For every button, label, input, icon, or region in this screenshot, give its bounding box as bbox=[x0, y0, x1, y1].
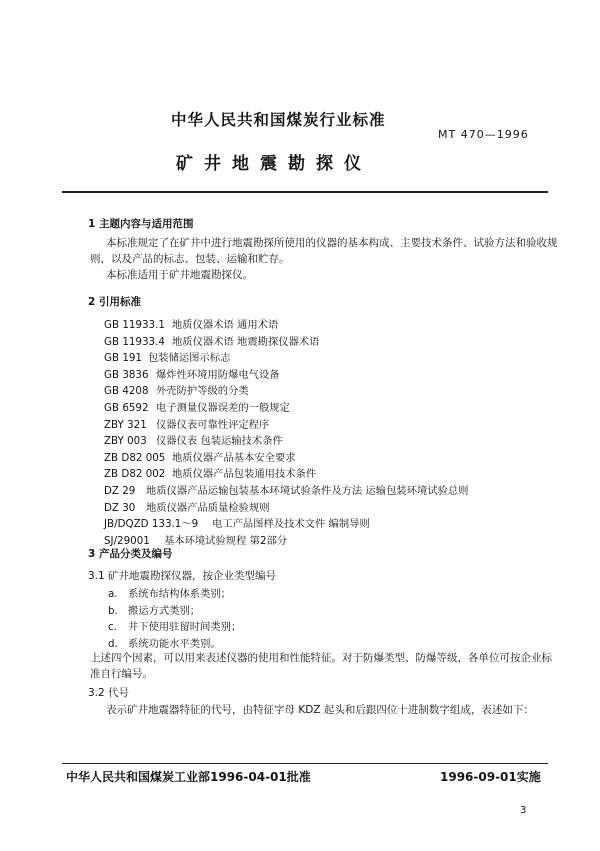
reference-item bbox=[104, 433, 468, 450]
list-item bbox=[108, 603, 241, 620]
reference-list bbox=[104, 317, 468, 549]
reference-item bbox=[104, 466, 468, 483]
list-item bbox=[108, 586, 241, 603]
list-item-key: c. bbox=[108, 621, 117, 633]
header-rule bbox=[62, 191, 548, 193]
reference-code: ZBY 321 bbox=[104, 418, 147, 431]
list-item-text: 搬运方式类别； bbox=[128, 604, 201, 617]
implementation-date: 1996-09-01实施 bbox=[440, 770, 541, 784]
reference-title: 包装储运图示标志 bbox=[148, 352, 231, 365]
section-3-para-line-2: 准自行编号。 bbox=[90, 668, 153, 680]
reference-code: GB 3836 bbox=[104, 368, 149, 381]
org-title: 中华人民共和国煤炭行业标准 bbox=[171, 111, 386, 129]
reference-title: 电子测量仪器误差的一般规定 bbox=[156, 401, 290, 414]
reference-title: 仪器仪表 包装运输技术条件 bbox=[156, 435, 283, 448]
reference-code: ZB D82 005 bbox=[104, 451, 166, 464]
reference-code: GB 191 bbox=[104, 352, 142, 365]
section-3-2-text: 表示矿井地震器特征的代号，由特征字母 KDZ 起头和后跟四位十进制数字组成，表述如下： bbox=[106, 704, 534, 716]
reference-title: 外壳防护等级的分类 bbox=[156, 385, 249, 398]
reference-code: ZBY 003 bbox=[104, 435, 147, 448]
list-item-key: b. bbox=[108, 604, 118, 617]
reference-item bbox=[104, 483, 468, 500]
footer-rule bbox=[62, 763, 548, 764]
list-item-key: d. bbox=[108, 637, 118, 650]
reference-title: 电工产品图样及技术文件 编制导则 bbox=[212, 518, 370, 531]
reference-title: 爆炸性环境用防爆电气设备 bbox=[156, 368, 280, 381]
list-item-text: 系统功能水平类别。 bbox=[128, 637, 221, 650]
section-1-heading: 1 主题内容与适用范围 bbox=[88, 218, 194, 230]
document-title: 矿井地震勘探仪 bbox=[176, 154, 372, 174]
reference-title: 地质仪器术语 地震勘探仪器术语 bbox=[172, 335, 320, 348]
list-item-text: 系统布结构体系类别； bbox=[128, 588, 231, 600]
reference-code: GB 6592 bbox=[104, 401, 149, 414]
reference-code: DZ 30 bbox=[104, 501, 136, 514]
page-number: 3 bbox=[520, 805, 527, 816]
reference-item bbox=[104, 400, 468, 417]
list-item-key: a. bbox=[108, 588, 118, 600]
reference-code: GB 11933.1 bbox=[104, 319, 165, 331]
reference-item bbox=[104, 500, 468, 517]
reference-title: 地质仪器产品质量检验规则 bbox=[146, 501, 270, 514]
list-item-text: 井下使用驻留时间类别； bbox=[128, 621, 242, 633]
reference-title: 地质仪器产品基本安全要求 bbox=[172, 451, 296, 464]
reference-code: GB 4208 bbox=[104, 385, 149, 398]
section-1-para-2: 本标准适用于矿井地震勘探仪。 bbox=[106, 269, 253, 281]
section-2-heading: 2 引用标准 bbox=[88, 296, 141, 308]
reference-title: 地质仪器产品运输包装基本环境试验条件及方法 运输包装环境试验总则 bbox=[146, 484, 469, 497]
section-3-2-heading: 3.2 代号 bbox=[88, 687, 130, 699]
section-1-para-line-1: 本标准规定了在矿井中进行地震勘探所使用的仪器的基本构成、主要技术条件、试验方法和验收规 bbox=[106, 237, 558, 249]
reference-item bbox=[104, 317, 468, 334]
section-3-1-heading: 3.1 矿井地震勘探仪器，按企业类型编号 bbox=[88, 570, 277, 582]
reference-item bbox=[104, 367, 468, 384]
reference-title: 地质仪器术语 通用术语 bbox=[172, 319, 279, 331]
reference-code: JB/DQZD 133.1～9 bbox=[104, 518, 199, 531]
reference-title: 基本环境试验规程 第2部分 bbox=[164, 534, 288, 547]
approval-line: 中华人民共和国煤炭工业部1996-04-01批准 bbox=[66, 770, 311, 784]
standard-code: MT 470—1996 bbox=[438, 128, 529, 141]
list-item bbox=[108, 619, 241, 636]
reference-code: DZ 29 bbox=[104, 484, 136, 497]
reference-code: SJ/29001 bbox=[104, 534, 150, 547]
reference-title: 仪器仪表可靠性评定程序 bbox=[156, 418, 270, 431]
reference-item bbox=[104, 417, 468, 434]
reference-item bbox=[104, 516, 468, 533]
reference-item bbox=[104, 334, 468, 351]
reference-item bbox=[104, 450, 468, 467]
reference-title: 地质仪器产品包装通用技术条件 bbox=[172, 468, 317, 481]
list-item bbox=[108, 636, 241, 653]
section-3-para-line-1: 上述四个因素，可以用来表述仪器的使用和性能特征。对于防爆类型、防爆等级，各单位可按企业标 bbox=[90, 652, 552, 664]
reference-code: ZB D82 002 bbox=[104, 468, 166, 481]
reference-item bbox=[104, 350, 468, 367]
reference-item bbox=[104, 383, 468, 400]
classification-list bbox=[108, 586, 241, 652]
section-3-heading: 3 产品分类及编号 bbox=[88, 548, 173, 560]
reference-code: GB 11933.4 bbox=[104, 335, 165, 348]
section-1-para-line-2: 则，以及产品的标志、包装、运输和贮存。 bbox=[90, 253, 290, 265]
